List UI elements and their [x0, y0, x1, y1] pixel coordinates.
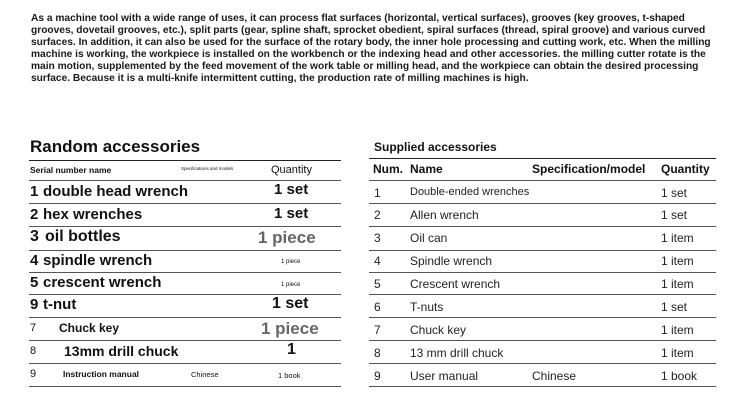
row-line: [369, 294, 716, 295]
left-row-num: 3: [30, 228, 39, 245]
right-row-num: 5: [374, 277, 381, 291]
left-row-num: 7: [30, 322, 37, 334]
left-title-underline: [29, 160, 341, 161]
row-line: [369, 203, 716, 204]
row-line: [369, 386, 716, 387]
left-row-num: 8: [30, 345, 37, 357]
left-row-qty: 1 piece: [258, 228, 316, 247]
left-header-qty: Quantity: [271, 164, 312, 176]
left-row-qty: 1 piece: [261, 319, 319, 338]
left-row-spec: Chinese: [191, 370, 219, 379]
row-line: [369, 226, 716, 227]
right-row-name: Crescent wrench: [410, 277, 501, 291]
right-row-name: Oil can: [410, 231, 448, 245]
row-line: [369, 340, 716, 341]
right-header-name: Name: [410, 162, 443, 176]
right-row-num: 8: [374, 346, 381, 360]
right-title-underline: [369, 158, 716, 159]
row-line: [29, 363, 341, 364]
right-header-qty: Quantity: [661, 162, 710, 176]
right-row-name: Chuck key: [410, 323, 467, 337]
left-row-num: 1: [30, 183, 39, 200]
right-row-qty: 1 set: [661, 186, 688, 200]
right-row-qty: 1 item: [661, 277, 694, 291]
row-line: [29, 226, 341, 227]
left-row-qty: 1 set: [272, 295, 309, 312]
right-row-qty: 1 item: [661, 254, 694, 268]
row-line: [29, 250, 341, 251]
intro-paragraph: As a machine tool with a wide range of uses, it can process flat surfaces (horizontal, vertical surfaces), grooves (key grooves, t-shaped grooves, dovetail grooves, etc.), split parts (gear, spline shaft, sprocket obedient, spiral surfaces (thread, spiral groove) and various curved surfaces. In addition, it can also be used for the surface of the rotary body, the inner hole processing and cutting work, etc. When the milling machine is working, the workpiece is installed on the workbench or the indexing head and other accessories. the milling cutter rotate is the main motion, supplemented by the feed movement of the work table or milling head, and the workpiece can obtain the desired processing surface. Because it is a multi-knife intermittent cutting, the production rate of milling machines is high.: [31, 13, 711, 84]
supplied-accessories-title: Supplied accessories: [374, 140, 497, 154]
row-line: [369, 363, 716, 364]
left-row-name: Instruction manual: [63, 369, 140, 379]
left-row-name: Chuck key: [59, 321, 120, 335]
right-row-qty: 1 item: [661, 231, 694, 245]
left-row-num: 4: [30, 252, 39, 269]
left-row-qty: 1 set: [274, 205, 309, 222]
left-row-num: 9: [30, 296, 39, 313]
right-row-qty: 1 set: [661, 208, 688, 222]
left-row-qty: 1 book: [278, 371, 301, 380]
row-line: [29, 317, 341, 318]
left-row-qty: 1: [287, 341, 296, 358]
left-row-name: spindle wrench: [43, 252, 153, 269]
right-row-num: 2: [374, 208, 381, 222]
right-row-qty: 1 set: [661, 300, 688, 314]
left-header-spec: Specifications and models: [181, 166, 234, 171]
left-row-num: 2: [30, 206, 39, 223]
right-row-name: User manual: [410, 369, 479, 383]
row-line: [29, 272, 341, 273]
row-line: [369, 317, 716, 318]
random-accessories-title: Random accessories: [30, 137, 201, 156]
right-row-name: 13 mm drill chuck: [410, 346, 504, 360]
left-row-name: crescent wrench: [43, 274, 162, 291]
left-row-name: double head wrench: [43, 183, 189, 200]
left-row-num: 9: [30, 368, 37, 380]
left-row-name: 13mm drill chuck: [64, 343, 179, 359]
row-line: [29, 386, 341, 387]
row-line: [369, 272, 716, 273]
row-line: [29, 203, 341, 204]
right-header-spec: Specification/model: [532, 162, 646, 176]
right-header-num: Num.: [373, 162, 403, 176]
left-row-name: hex wrenches: [43, 206, 143, 223]
left-row-qty: 1 set: [274, 181, 309, 198]
right-row-num: 6: [374, 300, 381, 314]
right-row-name: Spindle wrench: [410, 254, 493, 268]
left-row-name: oil bottles: [45, 228, 121, 245]
left-row-name: t-nut: [43, 296, 77, 313]
left-header-serial: Serial number name: [30, 165, 112, 175]
row-line: [369, 250, 716, 251]
left-row-qty: 1 piece: [281, 259, 301, 265]
right-row-num: 3: [374, 231, 381, 245]
right-row-num: 1: [374, 186, 381, 200]
right-row-name: Double-ended wrenches: [410, 186, 530, 198]
right-header-line: [369, 180, 716, 181]
right-row-num: 9: [374, 369, 381, 383]
right-row-num: 4: [374, 254, 381, 268]
right-row-qty: 1 item: [661, 323, 694, 337]
right-row-qty: 1 book: [661, 369, 698, 383]
right-row-qty: 1 item: [661, 346, 694, 360]
left-row-qty: 1 piece: [281, 282, 301, 288]
right-row-spec: Chinese: [532, 369, 577, 383]
right-row-name: T-nuts: [410, 300, 444, 314]
right-row-num: 7: [374, 323, 381, 337]
left-row-num: 5: [30, 274, 39, 291]
right-row-name: Allen wrench: [410, 208, 479, 222]
